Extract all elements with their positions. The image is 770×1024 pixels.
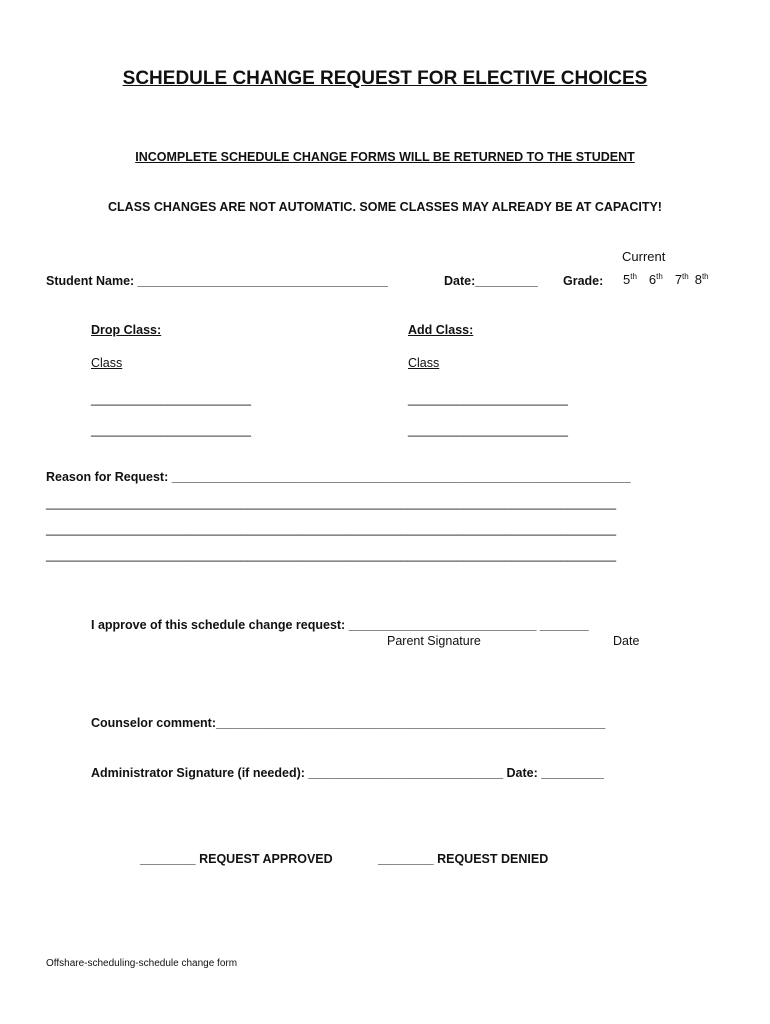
parent-approval-field[interactable]: I approve of this schedule change request: ___________________________ _______ xyxy=(91,618,589,632)
grade-option-7[interactable]: 7th xyxy=(674,272,689,287)
drop-class-heading: Drop Class: xyxy=(91,323,162,337)
notice-incomplete-text: INCOMPLETE SCHEDULE CHANGE FORMS WILL BE RETURNED TO THE STUDENT xyxy=(135,150,635,164)
drop-class-label: Class xyxy=(91,356,123,370)
add-class-line-2[interactable]: _______________________ xyxy=(408,423,568,437)
request-denied-field[interactable]: ________ REQUEST DENIED xyxy=(378,852,549,866)
reason-line-2[interactable]: __________________________________________________________________________________ xyxy=(46,522,617,536)
grade-label: Grade: xyxy=(563,274,604,288)
add-class-line-1[interactable]: _______________________ xyxy=(408,392,568,406)
notice-incomplete xyxy=(0,150,770,164)
notice-not-automatic: CLASS CHANGES ARE NOT AUTOMATIC. SOME CLASSES MAY ALREADY BE AT CAPACITY! xyxy=(108,200,662,214)
drop-class-line-1[interactable]: _______________________ xyxy=(91,392,251,406)
student-name-field[interactable]: Student Name: ____________________________________ xyxy=(46,274,388,288)
reason-line-3[interactable]: __________________________________________________________________________________ xyxy=(46,548,617,562)
counselor-comment-field[interactable]: Counselor comment:________________________________________________________ xyxy=(91,716,606,730)
footer-note: Offshare-scheduling-schedule change form xyxy=(46,958,238,969)
administrator-signature-field[interactable]: Administrator Signature (if needed): ____________________________ Date: _________ xyxy=(91,766,604,780)
date-field[interactable]: Date:_________ xyxy=(444,274,538,288)
grade-option-5[interactable]: 5th xyxy=(623,272,637,287)
request-approved-field[interactable]: ________ REQUEST APPROVED xyxy=(140,852,333,866)
add-class-label: Class xyxy=(408,356,440,370)
grade-option-6[interactable]: 6th xyxy=(648,272,663,287)
grade-options xyxy=(623,271,721,289)
add-class-heading: Add Class: xyxy=(408,323,474,337)
drop-class-line-2[interactable]: _______________________ xyxy=(91,423,251,437)
grade-option-8[interactable]: 8th xyxy=(694,272,709,287)
reason-line-1[interactable]: __________________________________________________________________________________ xyxy=(46,496,617,510)
reason-field[interactable]: Reason for Request: __________________________________________________________________ xyxy=(46,470,631,484)
parent-signature-caption: Parent Signature xyxy=(387,634,481,648)
form-title: SCHEDULE CHANGE REQUEST FOR ELECTIVE CHOICES xyxy=(122,68,648,89)
current-label: Current xyxy=(622,249,666,264)
parent-date-caption: Date xyxy=(613,634,640,648)
